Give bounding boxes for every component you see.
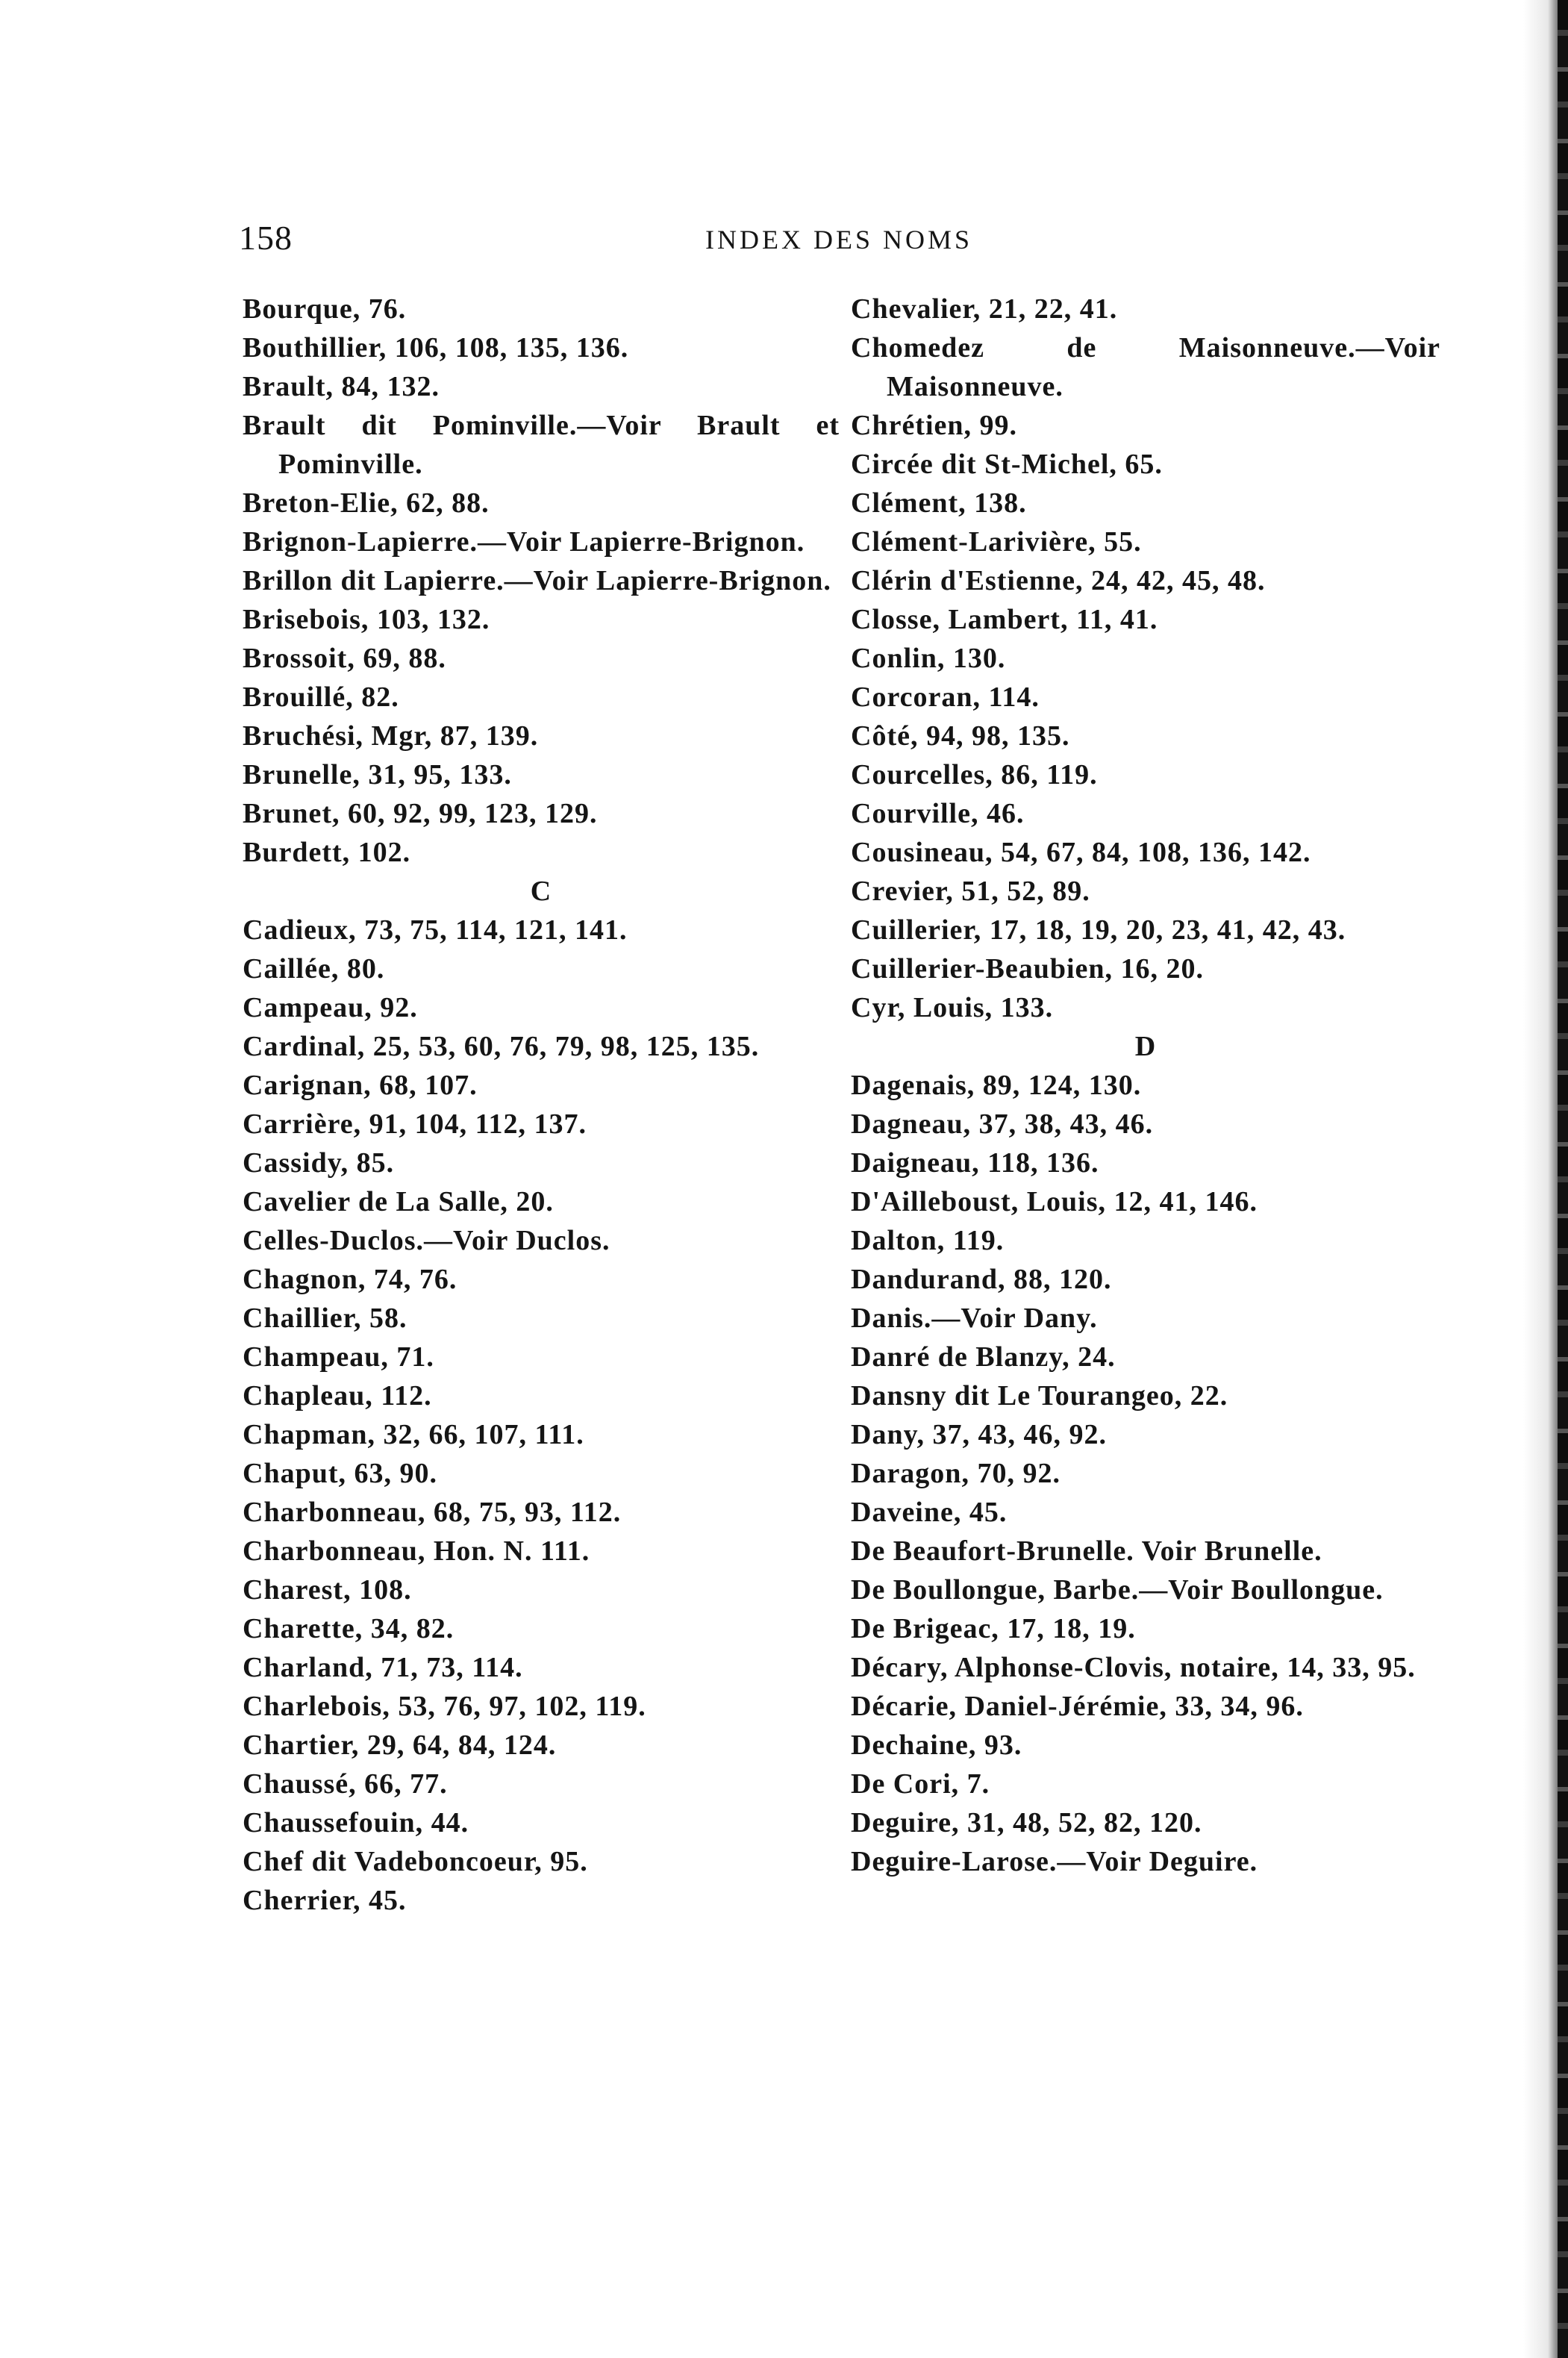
index-entry: Dagenais, 89, 124, 130. bbox=[851, 1070, 1142, 1101]
index-entry: Cadieux, 73, 75, 114, 121, 141. bbox=[243, 914, 628, 946]
index-entry: Breton-Elie, 62, 88. bbox=[243, 487, 490, 519]
index-entry: Bourque, 76. bbox=[243, 293, 407, 325]
index-entry: Charette, 34, 82. bbox=[243, 1613, 455, 1644]
index-entry: Chapman, 32, 66, 107, 111. bbox=[243, 1419, 584, 1450]
index-entry: Charbonneau, 68, 75, 93, 112. bbox=[243, 1497, 622, 1528]
index-entry: Burdett, 102. bbox=[243, 837, 411, 868]
index-entry: De Cori, 7. bbox=[851, 1768, 990, 1800]
index-entry: Brillon dit Lapierre.—Voir Lapierre-Brignon. bbox=[243, 565, 831, 596]
index-entry: Chevalier, 21, 22, 41. bbox=[851, 293, 1118, 325]
index-entry: Cherrier, 45. bbox=[243, 1885, 407, 1916]
index-entry: Charland, 71, 73, 114. bbox=[243, 1652, 523, 1683]
index-entry: Dagneau, 37, 38, 43, 46. bbox=[851, 1108, 1154, 1140]
running-head: INDEX DES NOMS bbox=[705, 225, 973, 255]
index-entry: Dansny dit Le Tourangeo, 22. bbox=[851, 1380, 1228, 1412]
index-entry: Brignon-Lapierre.—Voir Lapierre-Brignon. bbox=[243, 526, 805, 558]
index-entry: Conlin, 130. bbox=[851, 643, 1006, 674]
index-entry: Crevier, 51, 52, 89. bbox=[851, 876, 1090, 907]
index-entry: Daragon, 70, 92. bbox=[851, 1458, 1061, 1489]
index-entry: Corcoran, 114. bbox=[851, 681, 1040, 713]
index-column-left bbox=[243, 290, 840, 1920]
index-entry: Cuillerier-Beaubien, 16, 20. bbox=[851, 953, 1205, 985]
index-entry: Deguire, 31, 48, 52, 82, 120. bbox=[851, 1807, 1202, 1838]
index-entry: Carignan, 68, 107. bbox=[243, 1070, 478, 1101]
index-entry: De Brigeac, 17, 18, 19. bbox=[851, 1613, 1136, 1644]
index-entry: Chagnon, 74, 76. bbox=[243, 1264, 457, 1295]
index-entry: Cassidy, 85. bbox=[243, 1147, 395, 1179]
index-entry: Cavelier de La Salle, 20. bbox=[243, 1186, 554, 1217]
index-entry: Danis.—Voir Dany. bbox=[851, 1303, 1098, 1334]
section-letter: C bbox=[530, 876, 552, 907]
index-entry: Chef dit Vadeboncoeur, 95. bbox=[243, 1846, 588, 1877]
index-entry: Charlebois, 53, 76, 97, 102, 119. bbox=[243, 1691, 646, 1722]
index-entry: Deguire-Larose.—Voir Deguire. bbox=[851, 1846, 1258, 1877]
index-entry: Daveine, 45. bbox=[851, 1497, 1008, 1528]
index-entry: Cardinal, 25, 53, 60, 76, 79, 98, 125, 135. bbox=[243, 1031, 760, 1062]
section-letter: D bbox=[1134, 1031, 1157, 1062]
index-entry: Bouthillier, 106, 108, 135, 136. bbox=[243, 332, 629, 364]
index-entry: Brossoit, 69, 88. bbox=[243, 643, 446, 674]
index-entry: De Beaufort-Brunelle. Voir Brunelle. bbox=[851, 1535, 1322, 1567]
index-entry: Dalton, 119. bbox=[851, 1225, 1005, 1256]
index-entry: Cuillerier, 17, 18, 19, 20, 23, 41, 42, 43. bbox=[851, 914, 1346, 946]
index-entry: Champeau, 71. bbox=[243, 1341, 434, 1373]
index-entry: Brault, 84, 132. bbox=[243, 371, 440, 402]
index-entry: Charbonneau, Hon. N. 111. bbox=[243, 1535, 590, 1567]
index-entry: Dechaine, 93. bbox=[851, 1729, 1022, 1761]
index-entry: Chapleau, 112. bbox=[243, 1380, 432, 1412]
index-entry: Chaussé, 66, 77. bbox=[243, 1768, 448, 1800]
index-entry: Brisebois, 103, 132. bbox=[243, 604, 490, 635]
index-entry: Cyr, Louis, 133. bbox=[851, 992, 1054, 1023]
binding-edge bbox=[1523, 0, 1568, 2358]
index-entry: Charest, 108. bbox=[243, 1574, 412, 1606]
index-entry: Côté, 94, 98, 135. bbox=[851, 720, 1070, 752]
index-entry: Campeau, 92. bbox=[243, 992, 418, 1023]
index-entry: Décarie, Daniel-Jérémie, 33, 34, 96. bbox=[851, 1691, 1304, 1722]
index-entry: Décary, Alphonse-Clovis, notaire, 14, 33, 95. bbox=[851, 1652, 1416, 1683]
index-entry: Brunet, 60, 92, 99, 123, 129. bbox=[243, 798, 598, 829]
index-entry: Brouillé, 82. bbox=[243, 681, 399, 713]
index-entry: Celles-Duclos.—Voir Duclos. bbox=[243, 1225, 610, 1256]
index-entry: Carrière, 91, 104, 112, 137. bbox=[243, 1108, 587, 1140]
index-entry: Bruchési, Mgr, 87, 139. bbox=[243, 720, 539, 752]
index-entry: Closse, Lambert, 11, 41. bbox=[851, 604, 1158, 635]
index-entry: Chartier, 29, 64, 84, 124. bbox=[243, 1729, 557, 1761]
index-entry: Chrétien, 99. bbox=[851, 410, 1018, 441]
index-entry: Caillée, 80. bbox=[243, 953, 385, 985]
index-entry: Chaput, 63, 90. bbox=[243, 1458, 437, 1489]
index-entry: Courcelles, 86, 119. bbox=[851, 759, 1098, 790]
index-entry: Dandurand, 88, 120. bbox=[851, 1264, 1112, 1295]
index-entry: Clément-Larivière, 55. bbox=[851, 526, 1142, 558]
index-entry: Clément, 138. bbox=[851, 487, 1027, 519]
index-entry: De Boullongue, Barbe.—Voir Boullongue. bbox=[851, 1574, 1384, 1606]
index-entry: Dany, 37, 43, 46, 92. bbox=[851, 1419, 1107, 1450]
index-entry: D'Ailleboust, Louis, 12, 41, 146. bbox=[851, 1186, 1258, 1217]
index-entry: Brunelle, 31, 95, 133. bbox=[243, 759, 512, 790]
index-entry: Daigneau, 118, 136. bbox=[851, 1147, 1099, 1179]
index-entry: Clérin d'Estienne, 24, 42, 45, 48. bbox=[851, 565, 1266, 596]
index-column-right bbox=[851, 290, 1440, 1881]
index-entry: Circée dit St-Michel, 65. bbox=[851, 449, 1163, 480]
index-entry: Chaussefouin, 44. bbox=[243, 1807, 469, 1838]
index-entry: Danré de Blanzy, 24. bbox=[851, 1341, 1116, 1373]
index-entry: Cousineau, 54, 67, 84, 108, 136, 142. bbox=[851, 837, 1311, 868]
index-entry: Chaillier, 58. bbox=[243, 1303, 407, 1334]
index-entry: Courville, 46. bbox=[851, 798, 1025, 829]
index-entry: Brault dit Pominville.—Voir Brault et Pominville. bbox=[243, 410, 840, 480]
page-number: 158 bbox=[239, 219, 293, 257]
index-entry: Chomedez de Maisonneuve.—Voir Maisonneuve. bbox=[851, 332, 1440, 402]
